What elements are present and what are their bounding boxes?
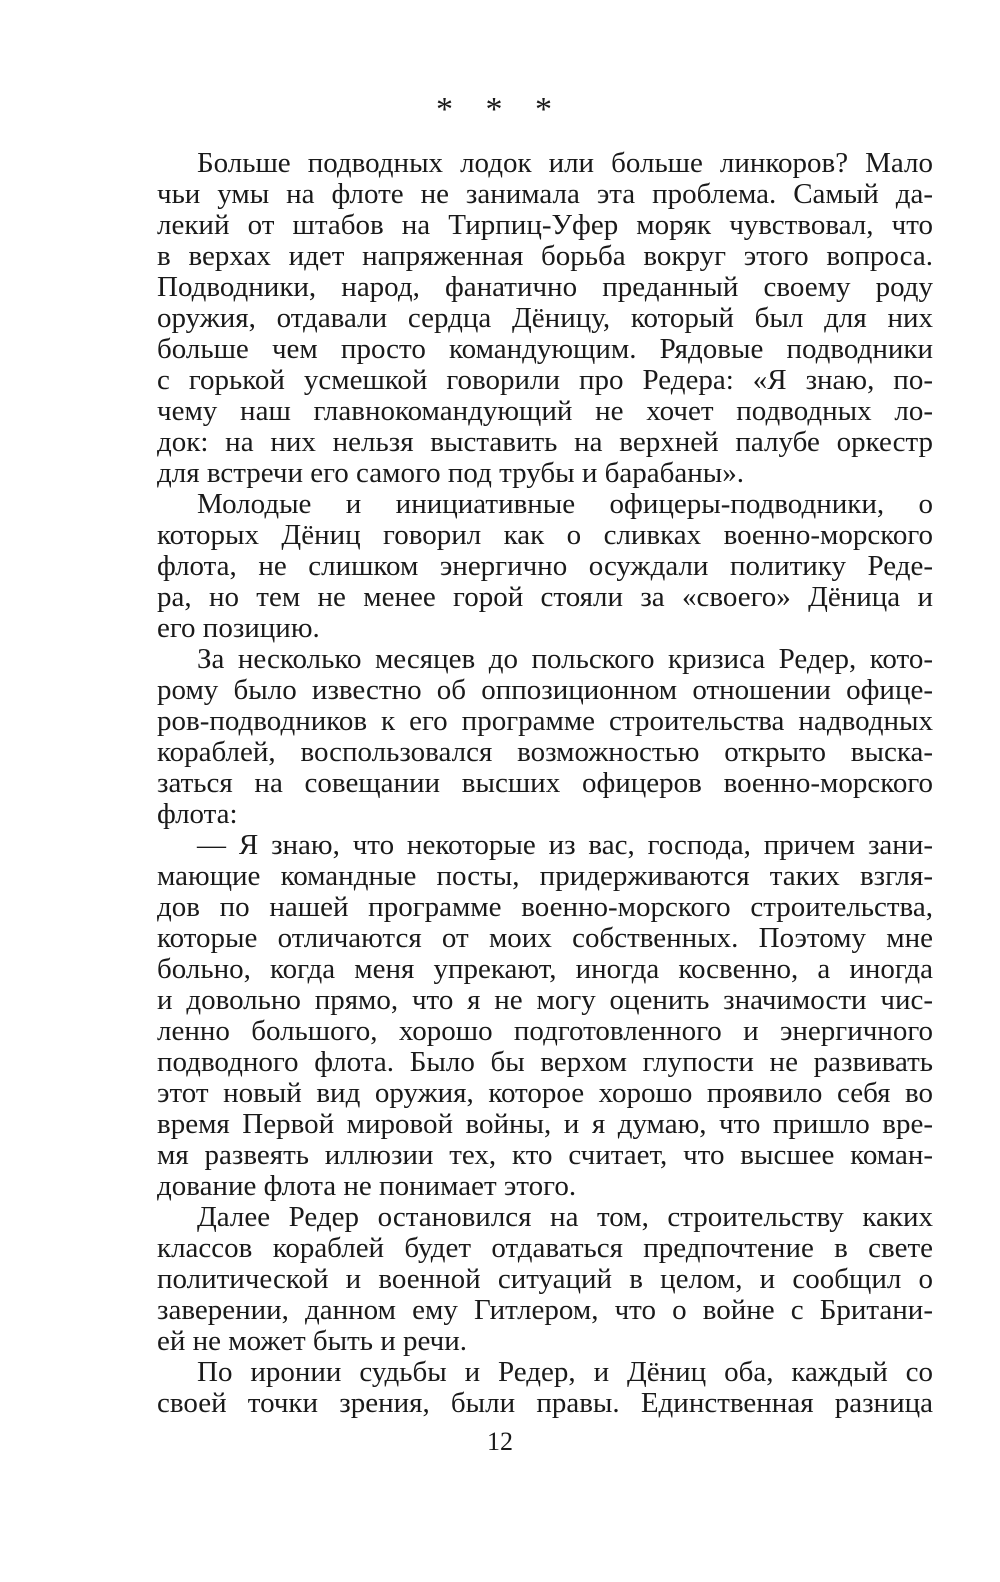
paragraph (157, 644, 933, 830)
text-line: Больше подводных лодок или больше линкоров? Мало (197, 147, 933, 179)
text-line: флота: (157, 798, 238, 830)
text-line: Молодые и инициативные офицеры-подводники, о (197, 488, 933, 520)
text-line: своей точки зрения, были правы. Единственная разница (157, 1387, 933, 1419)
text-line: док: на них нельзя выставить на верхней палубе оркестр (157, 426, 933, 458)
text-line: Подводники, народ, фанатично преданный своему роду (157, 271, 933, 303)
text-line: дование флота не понимает этого. (157, 1170, 577, 1202)
body-text (157, 148, 933, 1419)
text-line: чему наш главнокомандующий не хочет подводных ло- (157, 395, 933, 427)
text-line: которых Дёниц говорил как о сливках военно-морского (157, 519, 933, 551)
page-number: 12 (487, 1427, 513, 1456)
text-line: в верхах идет напряженная борьба вокруг этого вопроса. (157, 240, 933, 272)
text-line: чьи умы на флоте не занимала эта проблема. Самый да- (157, 178, 933, 210)
paragraph (157, 1202, 933, 1357)
paragraph (157, 830, 933, 1202)
text-line: По иронии судьбы и Редер, и Дёниц оба, каждый со (197, 1356, 933, 1388)
text-line: ров-подводников к его программе строительства надводных (157, 705, 933, 737)
text-line: заверении, данном ему Гитлером, что о войне с Британи- (157, 1294, 933, 1326)
text-line: для встречи его самого под трубы и барабаны». (157, 457, 744, 489)
text-line: оружия, отдавали сердца Дёницу, который был для них (157, 302, 933, 334)
text-line: — Я знаю, что некоторые из вас, господа, причем зани- (197, 829, 933, 861)
text-line: дов по нашей программе военно-морского строительства, (157, 891, 933, 923)
text-line: мающие командные посты, придерживаются таких взгля- (157, 860, 933, 892)
text-line: больно, когда меня упрекают, иногда косвенно, а иногда (157, 953, 933, 985)
text-line: и довольно прямо, что я не могу оценить значимости чис- (157, 984, 933, 1016)
paragraph (157, 148, 933, 489)
text-line: лекий от штабов на Тирпиц-Уфер моряк чувствовал, что (157, 209, 933, 241)
text-line: За несколько месяцев до польского кризиса Редер, кото- (197, 643, 933, 675)
text-line: Далее Редер остановился на том, строительству каких (197, 1201, 933, 1233)
text-line: заться на совещании высших офицеров военно-морского (157, 767, 933, 799)
text-line: мя развеять иллюзии тех, кто считает, что высшее коман- (157, 1139, 933, 1171)
text-line: ра, но тем не менее горой стояли за «своего» Дёница и (157, 581, 933, 613)
text-line: больше чем просто командующим. Рядовые подводники (157, 333, 933, 365)
text-line: ленно большого, хорошо подготовленного и энергичного (157, 1015, 933, 1047)
text-line: подводного флота. Было бы верхом глупости не развивать (157, 1046, 933, 1078)
text-line: этот новый вид оружия, которое хорошо проявило себя во (157, 1077, 933, 1109)
text-line: его позицию. (157, 612, 320, 644)
paragraph (157, 1357, 933, 1419)
text-line: рому было известно об оппозиционном отношении офице- (157, 674, 933, 706)
text-line: кораблей, воспользовался возможностью открыто выска- (157, 736, 933, 768)
text-line: ей не может быть и речи. (157, 1325, 468, 1357)
text-line: время Первой мировой войны, и я думаю, что пришло вре- (157, 1108, 933, 1140)
text-line: политической и военной ситуаций в целом, и сообщил о (157, 1263, 933, 1295)
text-line: классов кораблей будет отдаваться предпочтение в свете (157, 1232, 933, 1264)
text-line: с горькой усмешкой говорили про Редера: «Я знаю, по- (157, 364, 933, 396)
section-ornament: * * * (436, 91, 564, 128)
paragraph (157, 489, 933, 644)
text-line: которые отличаются от моих собственных. Поэтому мне (157, 922, 933, 954)
text-line: флота, не слишком энергично осуждали политику Реде- (157, 550, 933, 582)
